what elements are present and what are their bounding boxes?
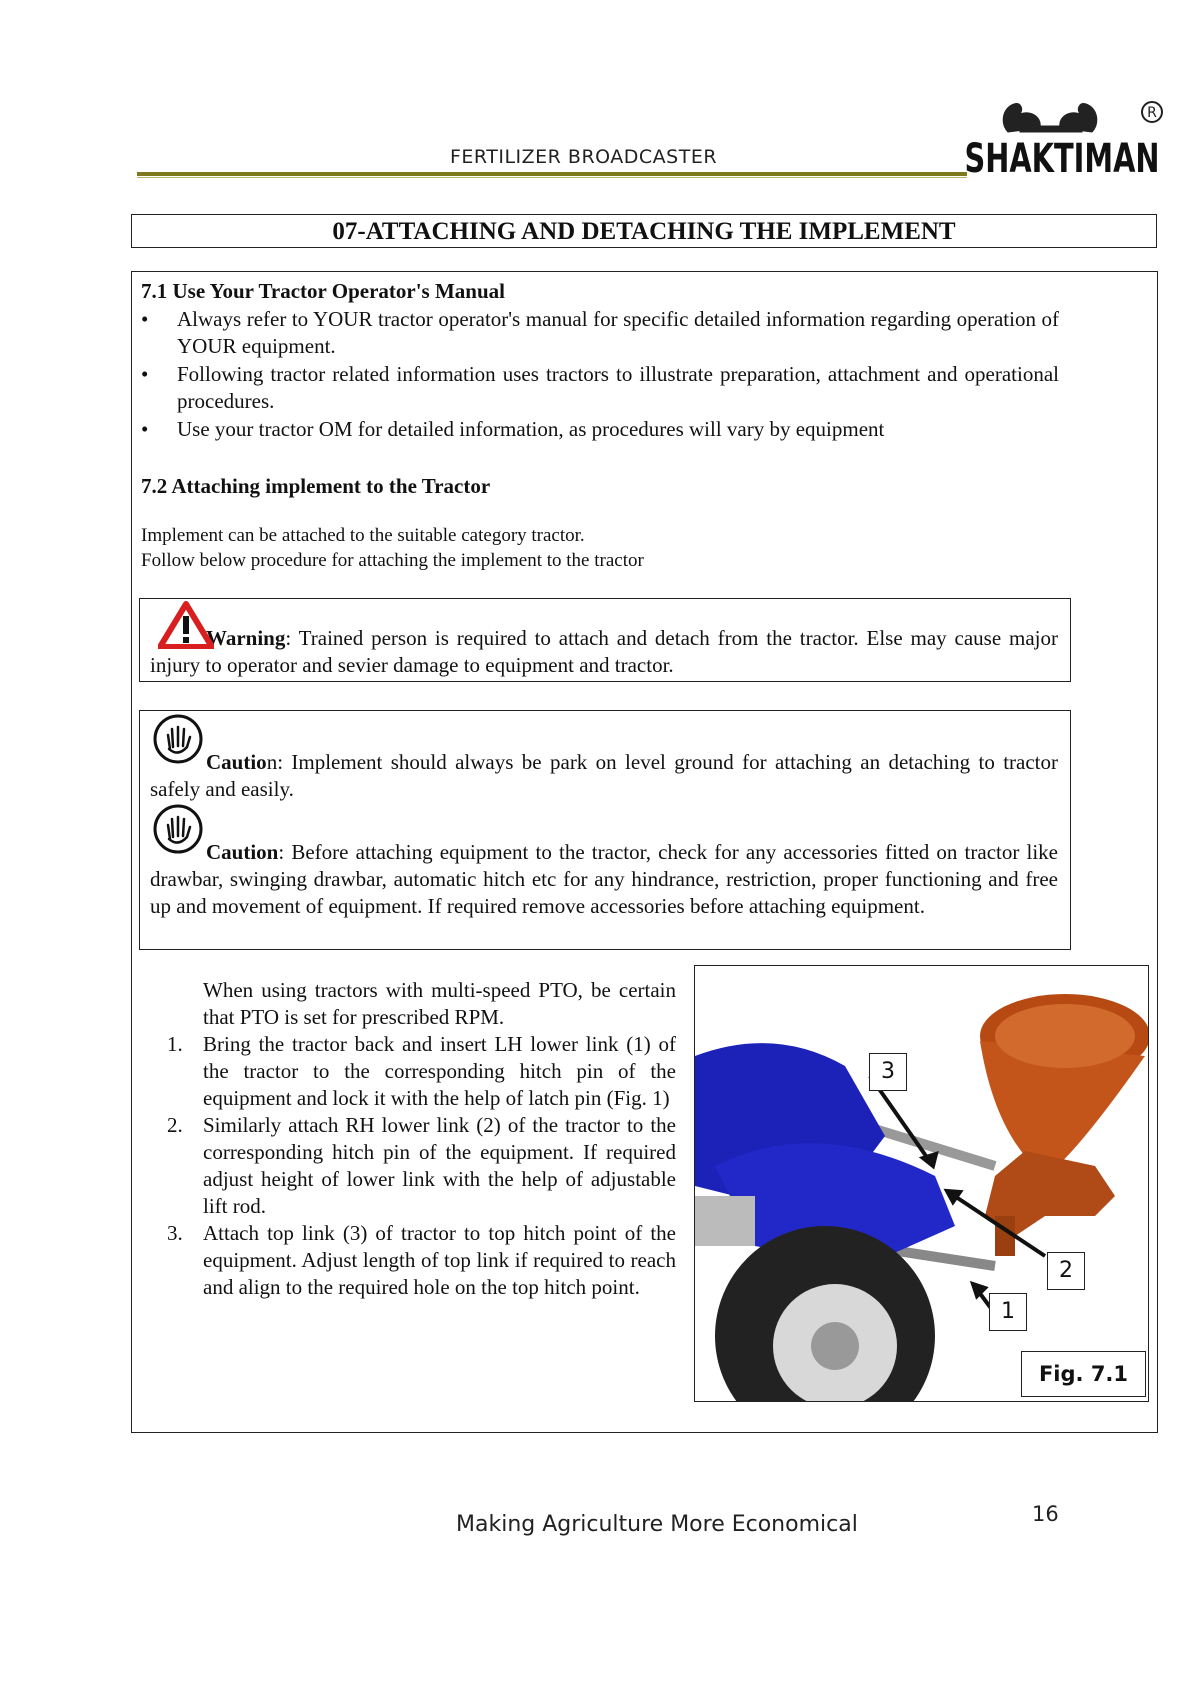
bullet-item: • Use your tractor OM for detailed information, as procedures will vary by equipment: [141, 417, 885, 441]
page-number: 16: [1032, 1502, 1059, 1526]
procedure-steps: [160, 1031, 676, 1301]
procedure-step: 3. Attach top link (3) of tractor to top hitch point of the equipment. Adjust length of top link if required to reach and align to the required hole on the top hitch point.: [167, 1221, 676, 1299]
bullet-dot: •: [141, 417, 149, 441]
figure-7-1: [694, 965, 1149, 1402]
stop-hand-icon: [152, 713, 204, 765]
callout-1: 1: [989, 1293, 1027, 1331]
caution-2-block: [150, 839, 1058, 920]
chapter-title: 07-ATTACHING AND DETACHING THE IMPLEMENT: [131, 214, 1157, 248]
section-7-1-bullets: [141, 306, 1059, 444]
registered-mark-icon: [1142, 102, 1162, 122]
warning-box: [139, 598, 1071, 682]
pto-intro: When using tractors with multi-speed PTO, be certain that PTO is set for prescribed RPM.: [203, 978, 676, 1029]
section-7-2-line-1: Implement can be attached to the suitable category tractor.: [141, 525, 585, 546]
warning-text: : Trained person is required to attach and detach from the tractor. Else may cause major injury to operator and sevier damage to equipment and tractor.: [150, 626, 1058, 677]
shaktiman-logo: [960, 86, 1165, 178]
callout-2: 2: [1047, 1252, 1085, 1290]
flexing-arms-icon: [1003, 104, 1097, 132]
procedure-step: 2. Similarly attach RH lower link (2) of the tractor to the corresponding hitch pin of the equipment. If required adjust height of lower link with the help of adjustable lift rod.: [167, 1113, 676, 1218]
stop-hand-icon: [152, 803, 204, 855]
caution-label: Caution: [206, 840, 279, 864]
section-7-1-title: 7.1 Use Your Tractor Operator's Manual: [141, 279, 505, 303]
caution-1-block: Caution: Implement should always be park on level ground for attaching an detaching to tractor safely and easily.: [150, 749, 1058, 803]
bullet-dot: •: [141, 362, 149, 386]
header-rule-thin: [137, 177, 967, 178]
figure-caption: Fig. 7.1: [1021, 1351, 1146, 1397]
procedure-step: 1. Bring the tractor back and insert LH lower link (1) of the tractor to the corresponding hitch pin of the equipment and lock it with the help of latch pin (Fig. 1): [167, 1032, 676, 1110]
section-7-2-line-2: Follow below procedure for attaching the implement to the tractor: [141, 550, 644, 571]
caution-box: [139, 710, 1071, 950]
warning-text-block: [150, 625, 1058, 679]
warning-label: Warning: [206, 626, 286, 650]
registered-mark: R: [1147, 105, 1157, 121]
warning-triangle-icon: [158, 601, 214, 649]
tractor-hitch-illustration: [695, 966, 1149, 1402]
caution-text: : Implement should always be park on level ground for attaching an detaching to tractor safely and easily.: [150, 750, 1058, 801]
header-rule: [137, 172, 967, 176]
bullet-item: • Always refer to YOUR tractor operator's manual for specific detailed information regarding operation of YOUR equipment.: [141, 307, 1059, 358]
section-7-2-title: 7.2 Attaching implement to the Tractor: [141, 474, 491, 498]
callout-3: 3: [869, 1053, 907, 1091]
caution-text: : Before attaching equipment to the tractor, check for any accessories fitted on tractor like drawbar, swinging drawbar, automatic hitch etc for any hindrance, restriction, proper functioning and free up and movement of equipment. If required remove accessories before attaching equipment.: [150, 840, 1058, 918]
bullet-item: • Following tractor related information uses tractors to illustrate preparation, attachment and operational procedures.: [141, 362, 1059, 413]
document-title: FERTILIZER BROADCASTER: [450, 146, 718, 168]
caution-label: Cautio: [206, 750, 267, 774]
footer-tagline: Making Agriculture More Economical: [456, 1512, 858, 1537]
bullet-dot: •: [141, 307, 149, 331]
brand-name: SHAKTIMAN: [964, 136, 1160, 178]
